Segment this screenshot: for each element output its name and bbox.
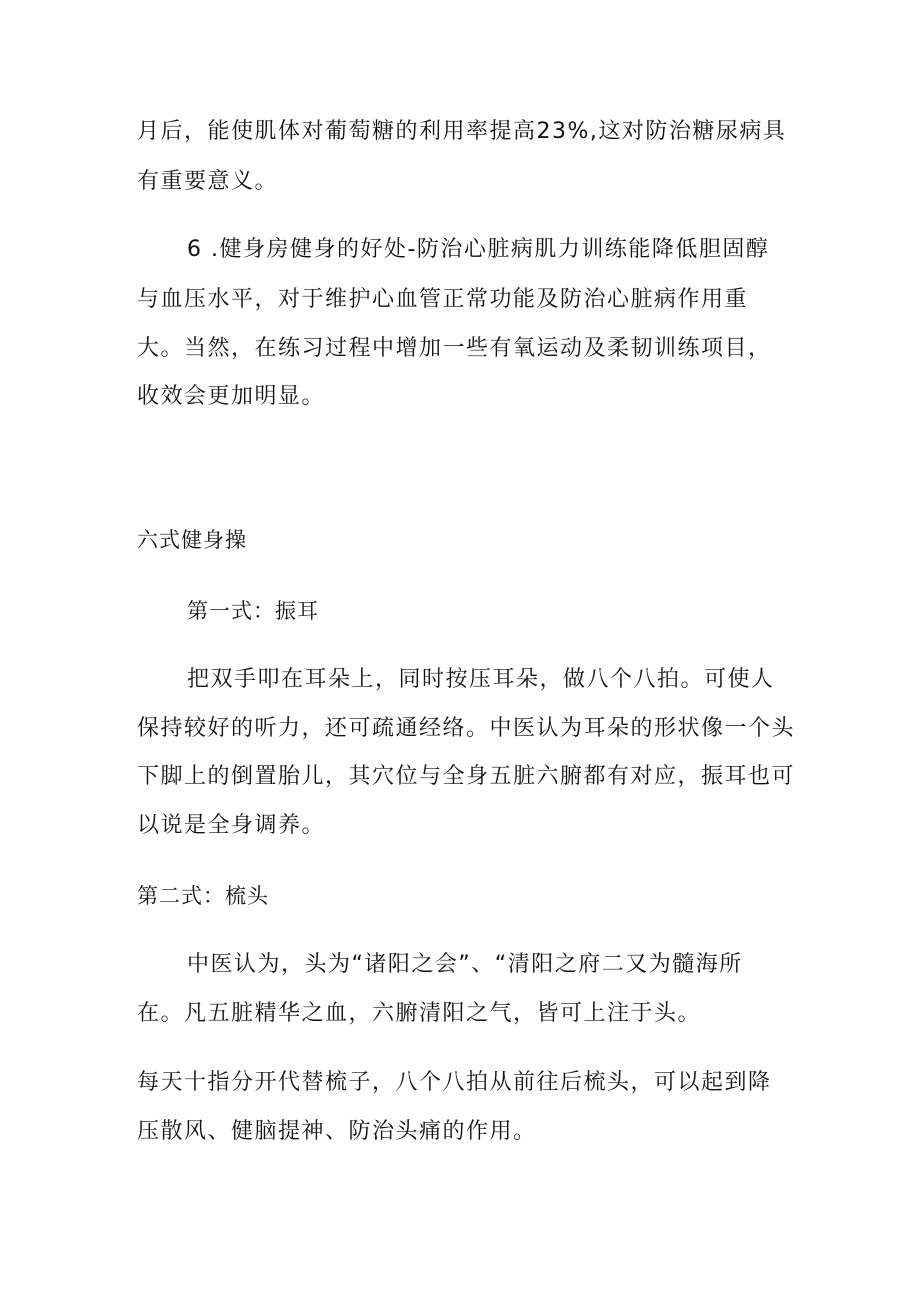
form-title: 第一式：振耳 xyxy=(187,599,319,623)
paragraph-line: 保持较好的听力，还可疏通经络。中医认为耳朵的形状像一个头 xyxy=(137,716,796,741)
paragraph-line: 6 .健身房健身的好处-防治心脏病肌力训练能降低胆固醇 xyxy=(187,237,770,262)
paragraph-line: 压散风、健脑提神、防治头痛的作用。 xyxy=(137,1119,537,1144)
paragraph-line: 每天十指分开代替梳子，八个八拍从前往后梳头，可以起到降 xyxy=(137,1070,772,1095)
paragraph-line: 收效会更加明显。 xyxy=(137,384,326,409)
paragraph-line: 在。凡五脏精华之血，六腑清阳之气，皆可上注于头。 xyxy=(137,1001,702,1026)
paragraph-line: 与血压水平，对于维护心血管正常功能及防治心脏病作用重 xyxy=(137,287,749,312)
paragraph-line: 有重要意义。 xyxy=(137,169,279,194)
paragraph-line: 中医认为，头为“诸阳之会”、“清阳之府二又为髓海所 xyxy=(187,952,743,977)
section-title: 六式健身操 xyxy=(137,528,247,552)
paragraph-line: 把双手叩在耳朵上，同时按压耳朵，做八个八拍。可使人 xyxy=(187,667,775,692)
paragraph-line: 以说是全身调养。 xyxy=(137,813,326,838)
paragraph-line: 月后，能使肌体对葡萄糖的利用率提高23%,这对防治糖尿病具 xyxy=(137,119,787,144)
paragraph-line: 下脚上的倒置胎儿，其穴位与全身五脏六腑都有对应，振耳也可 xyxy=(137,764,796,789)
paragraph-line: 大。当然，在练习过程中增加一些有氧运动及柔韧训练项目， xyxy=(137,336,772,361)
form-title: 第二式：梳头 xyxy=(137,884,269,908)
